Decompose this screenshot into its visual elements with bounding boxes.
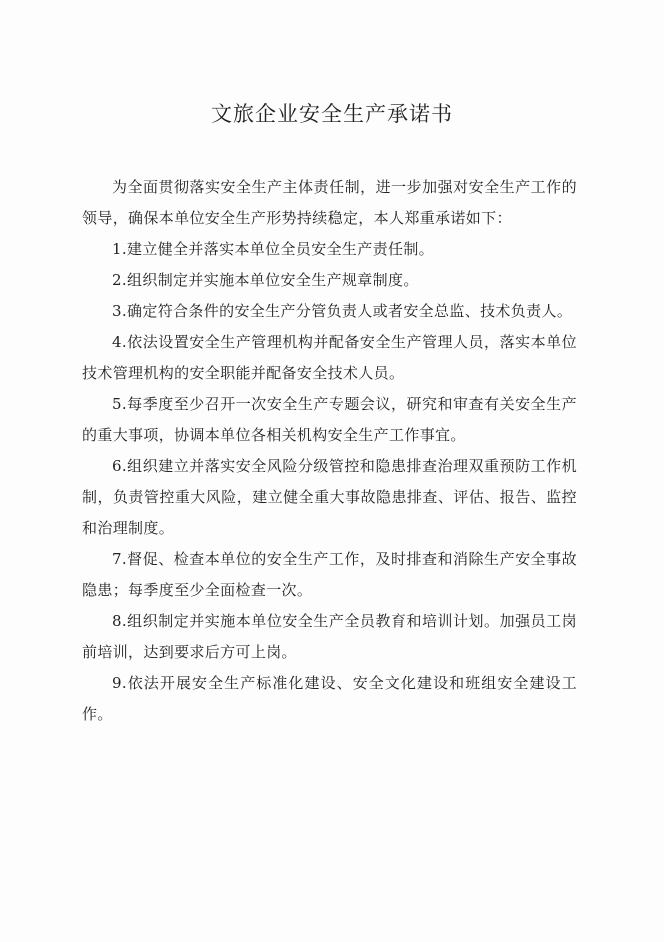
commitment-item-4: 4.依法设置安全生产管理机构并配备安全生产管理人员，落实本单位技术管理机构的安全职能并配备安全技术人员。 bbox=[82, 333, 577, 382]
commitment-item-6: 6.组织建立并落实安全风险分级管控和隐患排查治理双重预防工作机制，负责管控重大风险，建立健全重大事故隐患排查、评估、报告、监控和治理制度。 bbox=[82, 457, 577, 537]
commitment-item-7: 7.督促、检查本单位的安全生产工作，及时排查和消除生产安全事故隐患；每季度至少全面检查一次。 bbox=[82, 550, 577, 599]
commitment-item-8: 8.组织制定并实施本单位安全生产全员教育和培训计划。加强员工岗前培训，达到要求后方可上岗。 bbox=[82, 612, 577, 661]
commitment-item-1: 1.建立健全并落实本单位全员安全生产责任制。 bbox=[112, 240, 435, 258]
document-title: 文旅企业安全生产承诺书 bbox=[211, 102, 453, 126]
document-body bbox=[82, 172, 577, 730]
commitment-item-3: 3.确定符合条件的安全生产分管负责人或者安全总监、技术负责人。 bbox=[112, 302, 573, 320]
commitment-item-9: 9.依法开展安全生产标准化建设、安全文化建设和班组安全建设工作。 bbox=[82, 674, 577, 723]
commitment-item-5: 5.每季度至少召开一次安全生产专题会议，研究和审查有关安全生产的重大事项，协调本单位各相关机构安全生产工作事宜。 bbox=[82, 395, 577, 444]
intro-paragraph: 为全面贯彻落实安全生产主体责任制，进一步加强对安全生产工作的领导，确保本单位安全生产形势持续稳定，本人郑重承诺如下： bbox=[82, 178, 577, 227]
commitment-item-2: 2.组织制定并实施本单位安全生产规章制度。 bbox=[112, 271, 419, 289]
